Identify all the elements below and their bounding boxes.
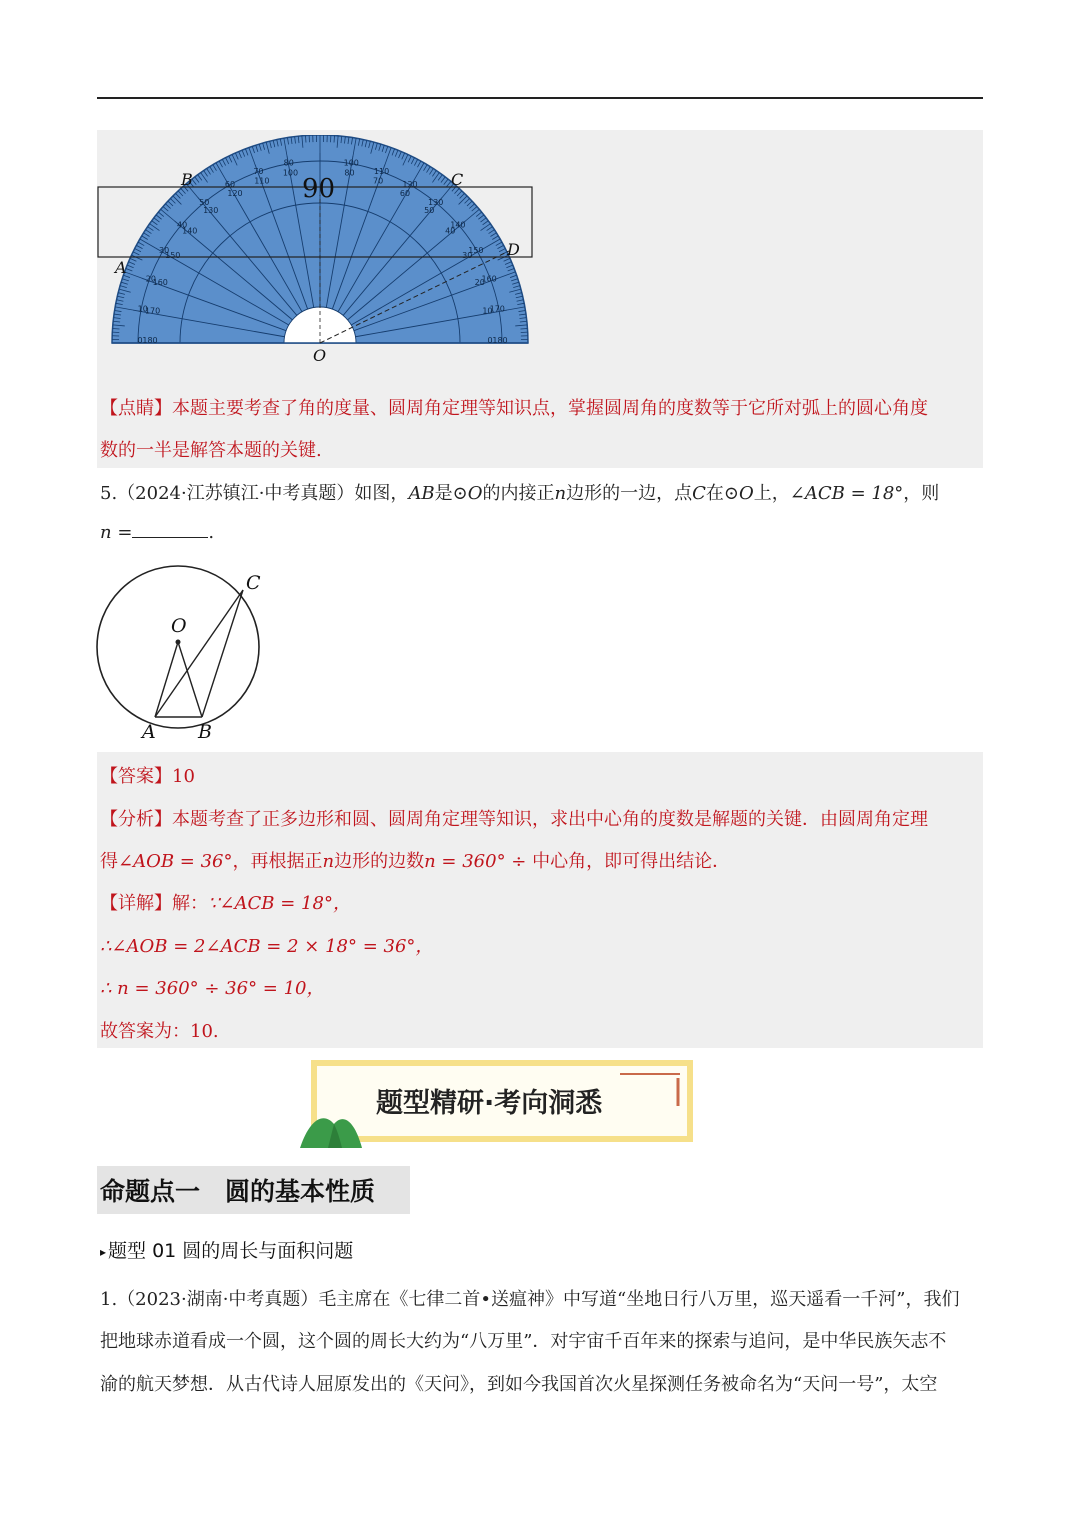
q5-mid2: 的内接正 [482,483,555,504]
circle-figure [90,565,280,745]
protractor-inner-number: 70 [373,176,384,186]
q5-o1: O [467,483,483,504]
question-1-line-2: 把地球赤道看成一个圆，这个圆的周长大约为“八万里”．对宇宙千百年来的探索与追问，是中华民族矢志不 [100,1331,947,1352]
analysis-2-formula: n = 360° ÷ [424,851,533,872]
circle-o [97,566,259,728]
protractor-inner-number: 0 [487,336,493,345]
q5-answer-end: . [208,522,215,543]
segment-oa [155,642,178,717]
protractor-outer-number: 0 [137,336,143,345]
section-title: 命题点一 圆的基本性质 [100,1177,376,1206]
q5-mid1: 是⊙ [434,483,468,504]
protractor-outer-number: 100 [343,158,359,168]
q5-o2: O [739,483,754,504]
point-label-c: C [451,170,464,189]
circle-label-a: A [142,721,156,743]
analysis-tag: 【分析】 [100,809,172,830]
section-banner [298,1058,698,1150]
analysis-line-2 [100,847,730,873]
protractor-outer-number: 110 [373,166,390,176]
question-5-line-1 [100,479,939,505]
protractor-inner-number: 120 [227,188,243,198]
circle-label-b: B [198,721,212,743]
prev-comment-line-1 [100,394,928,420]
comment-text-1: 本题主要考查了角的度量、圆周角定理等知识点，掌握圆周角的度数等于它所对弧上的圆心角度 [172,398,928,419]
answer-blank[interactable] [132,523,208,538]
analysis-line-1 [100,805,928,831]
protractor-inner-number: 170 [144,306,161,316]
protractor-inner-number: 50 [424,205,435,215]
question-1-line-3: 渝的航天梦想．从古代诗人屈原发出的《天问》，到如今我国首次火星探测任务被命名为“天问一号”，太空 [100,1374,938,1395]
protractor-outer-number: 20 [145,274,156,284]
protractor-inner-number: 10 [482,306,493,316]
protractor-inner-number: 110 [254,176,270,186]
comment-tag: 【点睛】 [100,398,172,419]
q5-answer-eq: = [111,522,133,543]
analysis-2a: 得 [100,851,118,872]
point-label-o: O [313,346,327,365]
protractor-outer-number: 180 [492,336,508,345]
question-1-line-1: 1.（2023·湖南·中考真题）毛主席在《七律二首•送瘟神》中写道“坐地日行八万里，巡天遥看一千河”，我们 [100,1289,960,1310]
q5-mid4: 在⊙ [705,483,739,504]
analysis-2-n: n [322,851,335,872]
analysis-2d: 中心角，即可得出结论． [532,851,731,872]
protractor-outer-number: 50 [199,198,210,208]
point-label-d: D [507,240,520,259]
protractor-inner-number: 130 [203,205,219,215]
protractor-inner-number: 80 [344,168,355,178]
protractor-inner-number: 100 [282,168,299,178]
protractor-inner-number: 160 [152,277,168,287]
protractor-inner-number: 30 [462,251,473,260]
protractor-outer-number: 30 [159,246,170,255]
question-5-line-2 [100,522,214,543]
q5-n: n [554,483,567,504]
protractor-outer-number: 60 [224,180,236,190]
protractor-outer-number: 10 [137,304,148,314]
analysis-2b: ，再根据正 [232,851,323,872]
protractor-outer-number: 70 [253,166,264,176]
detail-line-2: ∴∠AOB = 2∠ACB = 2 × 18° = 36°， [100,936,434,957]
detail-intro: 解： [172,893,208,914]
protractor-outer-number: 150 [468,246,484,255]
circle-label-o: O [171,615,187,637]
protractor-outer-number: 40 [177,220,188,230]
protractor-outer-number: 140 [450,220,466,230]
segment-ac [155,590,243,717]
protractor-figure [97,135,537,370]
protractor-inner-number: 60 [399,188,411,198]
circle-label-c: C [246,572,261,594]
detail-tag: 【详解】 [100,893,172,914]
analysis-2c: 边形的边数 [334,851,425,872]
point-label-b: B [181,170,193,189]
q5-angle: ∠ACB = 18° [789,483,904,504]
triangle-bullet-icon: ▸ [100,1244,107,1259]
q5-mid5: 上， [753,483,790,504]
detail-line-1 [100,889,351,915]
detail-step-1: ∵∠ACB = 18°， [208,893,351,914]
protractor-inner-number: 150 [165,251,181,260]
detail-line-3: ∴ n = 360° ÷ 36° = 10， [100,978,325,999]
segment-bc [202,590,243,717]
center-point [176,640,181,645]
point-label-a: A [115,258,127,277]
protractor-outer-number: 120 [402,180,418,190]
q5-c: C [692,483,706,504]
q5-answer-n: n [100,522,112,543]
detail-line-4: 故答案为：10. [100,1021,219,1042]
protractor-inner-number: 140 [182,226,198,236]
type-title [100,1236,353,1263]
protractor-outer-number: 130 [428,198,444,208]
prev-comment-line-2: 数的一半是解答本题的关键. [100,440,322,461]
protractor-big-label: 90 [302,174,336,204]
header-rule [97,97,983,99]
protractor-inner-number: 40 [445,226,456,236]
protractor-inner-number: 20 [474,277,485,287]
q5-mid3: 边形的一边，点 [566,483,693,504]
type-title-text: 题型 01 圆的周长与面积问题 [108,1240,354,1262]
analysis-text-1: 本题考查了正多边形和圆、圆周角定理等知识，求出中心角的度数是解题的关键．由圆周角定理 [172,809,928,830]
answer-value: 10 [172,766,195,787]
protractor-outer-number: 160 [481,274,497,284]
q5-prefix: 5.（2024·江苏镇江·中考真题）如图， [100,483,409,504]
banner-title: 题型精研·考向洞悉 [376,1088,603,1119]
q5-ab: AB [408,483,435,504]
answer-line [100,762,195,788]
q5-suffix: ，则 [903,483,940,504]
answer-tag: 【答案】 [100,766,172,787]
protractor-outer-number: 170 [489,304,505,314]
protractor-inner-number: 180 [142,336,158,345]
analysis-2-angle: ∠AOB = 36° [118,851,233,872]
protractor-outer-number: 80 [283,158,294,168]
